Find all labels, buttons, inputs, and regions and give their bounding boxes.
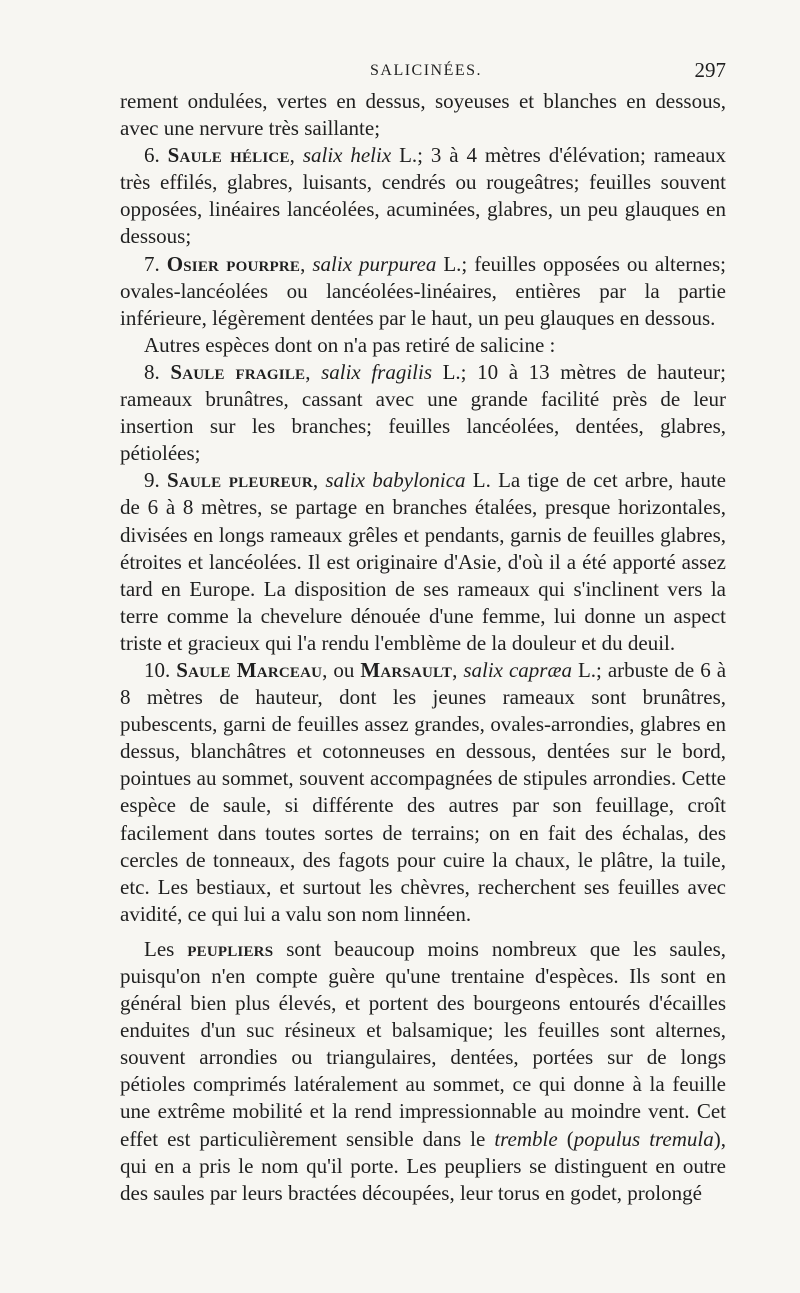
common-name: Saule Marceau <box>176 657 323 682</box>
entry-description: L.; arbuste de 6 à 8 mètres de hauteur, dont les jeunes rameaux sont brunâtres, pubescents, garni de feuilles assez grandes, ovales-arrondies, glabres en dessus, blanchâtres et cotonneuses en dessous, dentées sur le bord, pointues au sommet, souvent accompagnées de stipules arrondies. Cette espèce de saule, si différente des autres par son feuillage, croît facilement dans toutes sortes de terrains; on en fait des échalas, des cercles de tonneaux, des fagots pour cuire la chaux, le plâtre, la tuile, etc. Les bestiaux, et surtout les chèvres, recherchent ses feuilles avec avidité, ce qui lui a valu son nom linnéen. <box>120 657 727 926</box>
running-title: SALICINÉES. <box>370 62 483 79</box>
common-name: peupliers <box>187 936 274 961</box>
latin-name: salix purpurea <box>312 251 437 276</box>
latin-name: salix capræa <box>463 657 572 682</box>
common-name-alt: Marsault <box>360 657 453 682</box>
entry-saule-helice <box>120 142 726 250</box>
paragraph-autres-especes: Autres espèces dont on n'a pas retiré de salicine : <box>144 332 556 357</box>
paragraph-text: sont beaucoup moins nombreux que les saules, puisqu'on n'en compte guère qu'une trentaine d'espèces. Ils sont en général bien plus élevés, et portent des bourgeons entourés d'écailles enduites d'un suc résineux et balsamique; les feuilles sont alternes, souvent arrondies ou triangulaires, dentées, portées sur de longs pétioles comprimés latéralement au sommet, ce qui donne à la feuille une extrême mobilité et la rend impressionnable au moindre vent. Cet effet est particulièrement sensible dans le <box>120 936 726 1151</box>
separator: , <box>305 359 322 384</box>
paragraph-peupliers <box>120 936 726 1207</box>
separator: , <box>289 143 303 168</box>
entry-saule-marceau <box>120 657 726 928</box>
entry-description: L.; feuilles opposées ou alternes; ovales-lancéolées ou lancéolées-linéaires, entières par la partie inférieure, légèrement dentées par le haut, un peu glauques en dessous. <box>120 251 727 330</box>
common-name: Saule pleureur <box>166 468 313 493</box>
separator: , <box>300 251 313 276</box>
separator: , ou <box>322 657 361 682</box>
running-head <box>120 58 726 88</box>
entry-number: 10. <box>144 657 171 682</box>
lead-text: Les <box>144 936 188 961</box>
entry-number: 7. <box>144 251 160 276</box>
latin-name: populus tremula <box>573 1126 714 1151</box>
paren-open: ( <box>557 1126 574 1151</box>
separator: , <box>452 657 464 682</box>
entry-number: 9. <box>144 468 160 493</box>
common-name: Osier pourpre <box>166 251 301 276</box>
paren-close: ) <box>713 1126 721 1151</box>
latin-name: salix helix <box>302 143 392 168</box>
entry-saule-pleureur <box>120 467 726 657</box>
entry-saule-fragile <box>120 359 726 467</box>
entry-number: 8. <box>144 359 160 384</box>
body-text <box>120 88 726 1207</box>
entry-description: L. La tige de cet arbre, haute de 6 à 8 mètres, se partage en branches étalées, presque horizontales, divisées en longs rameaux grêles et pendants, garnis de feuilles glabres, étroites et lancéolées. Il est originaire d'Asie, d'où il a été apporté assez tard en Europe. La disposition de ses rameaux qui s'inclinent vers la terre comme la chevelure dénouée d'une femme, lui donne un aspect triste et gracieux qui l'a rendu l'emblème de la douleur et du deuil. <box>120 468 727 655</box>
paragraph-continuation: rement ondulées, vertes en dessus, soyeuses et blanches en dessous, avec une nervure très saillante; <box>120 89 726 141</box>
page-number: 297 <box>694 58 726 82</box>
entry-description: L.; 10 à 13 mètres de hauteur; rameaux brunâtres, cassant avec une grande facilité près de leur insertion sur les branches; feuilles lancéolées, dentées, glabres, pétiolées; <box>120 359 726 466</box>
italic-term: tremble <box>494 1126 558 1151</box>
latin-name: salix fragilis <box>321 359 433 384</box>
common-name: Saule hélice <box>167 143 290 168</box>
entry-description: L.; 3 à 4 mètres d'élévation; rameaux très effilés, glabres, luisants, cendrés ou rougeâtres; feuilles souvent opposées, linéaires lancéolées, acuminées, glabres, un peu glauques en dessous; <box>120 143 727 249</box>
entry-number: 6. <box>144 143 160 168</box>
latin-name: salix babylonica <box>325 468 466 493</box>
entry-osier-pourpre <box>120 251 726 332</box>
separator: , <box>312 468 326 493</box>
common-name: Saule fragile <box>170 359 306 384</box>
paragraph-text: , qui en a pris le nom qu'il porte. Les peupliers se distinguent en outre des saules par leurs bractées découpées, leur torus en godet, prolongé <box>120 1126 726 1205</box>
